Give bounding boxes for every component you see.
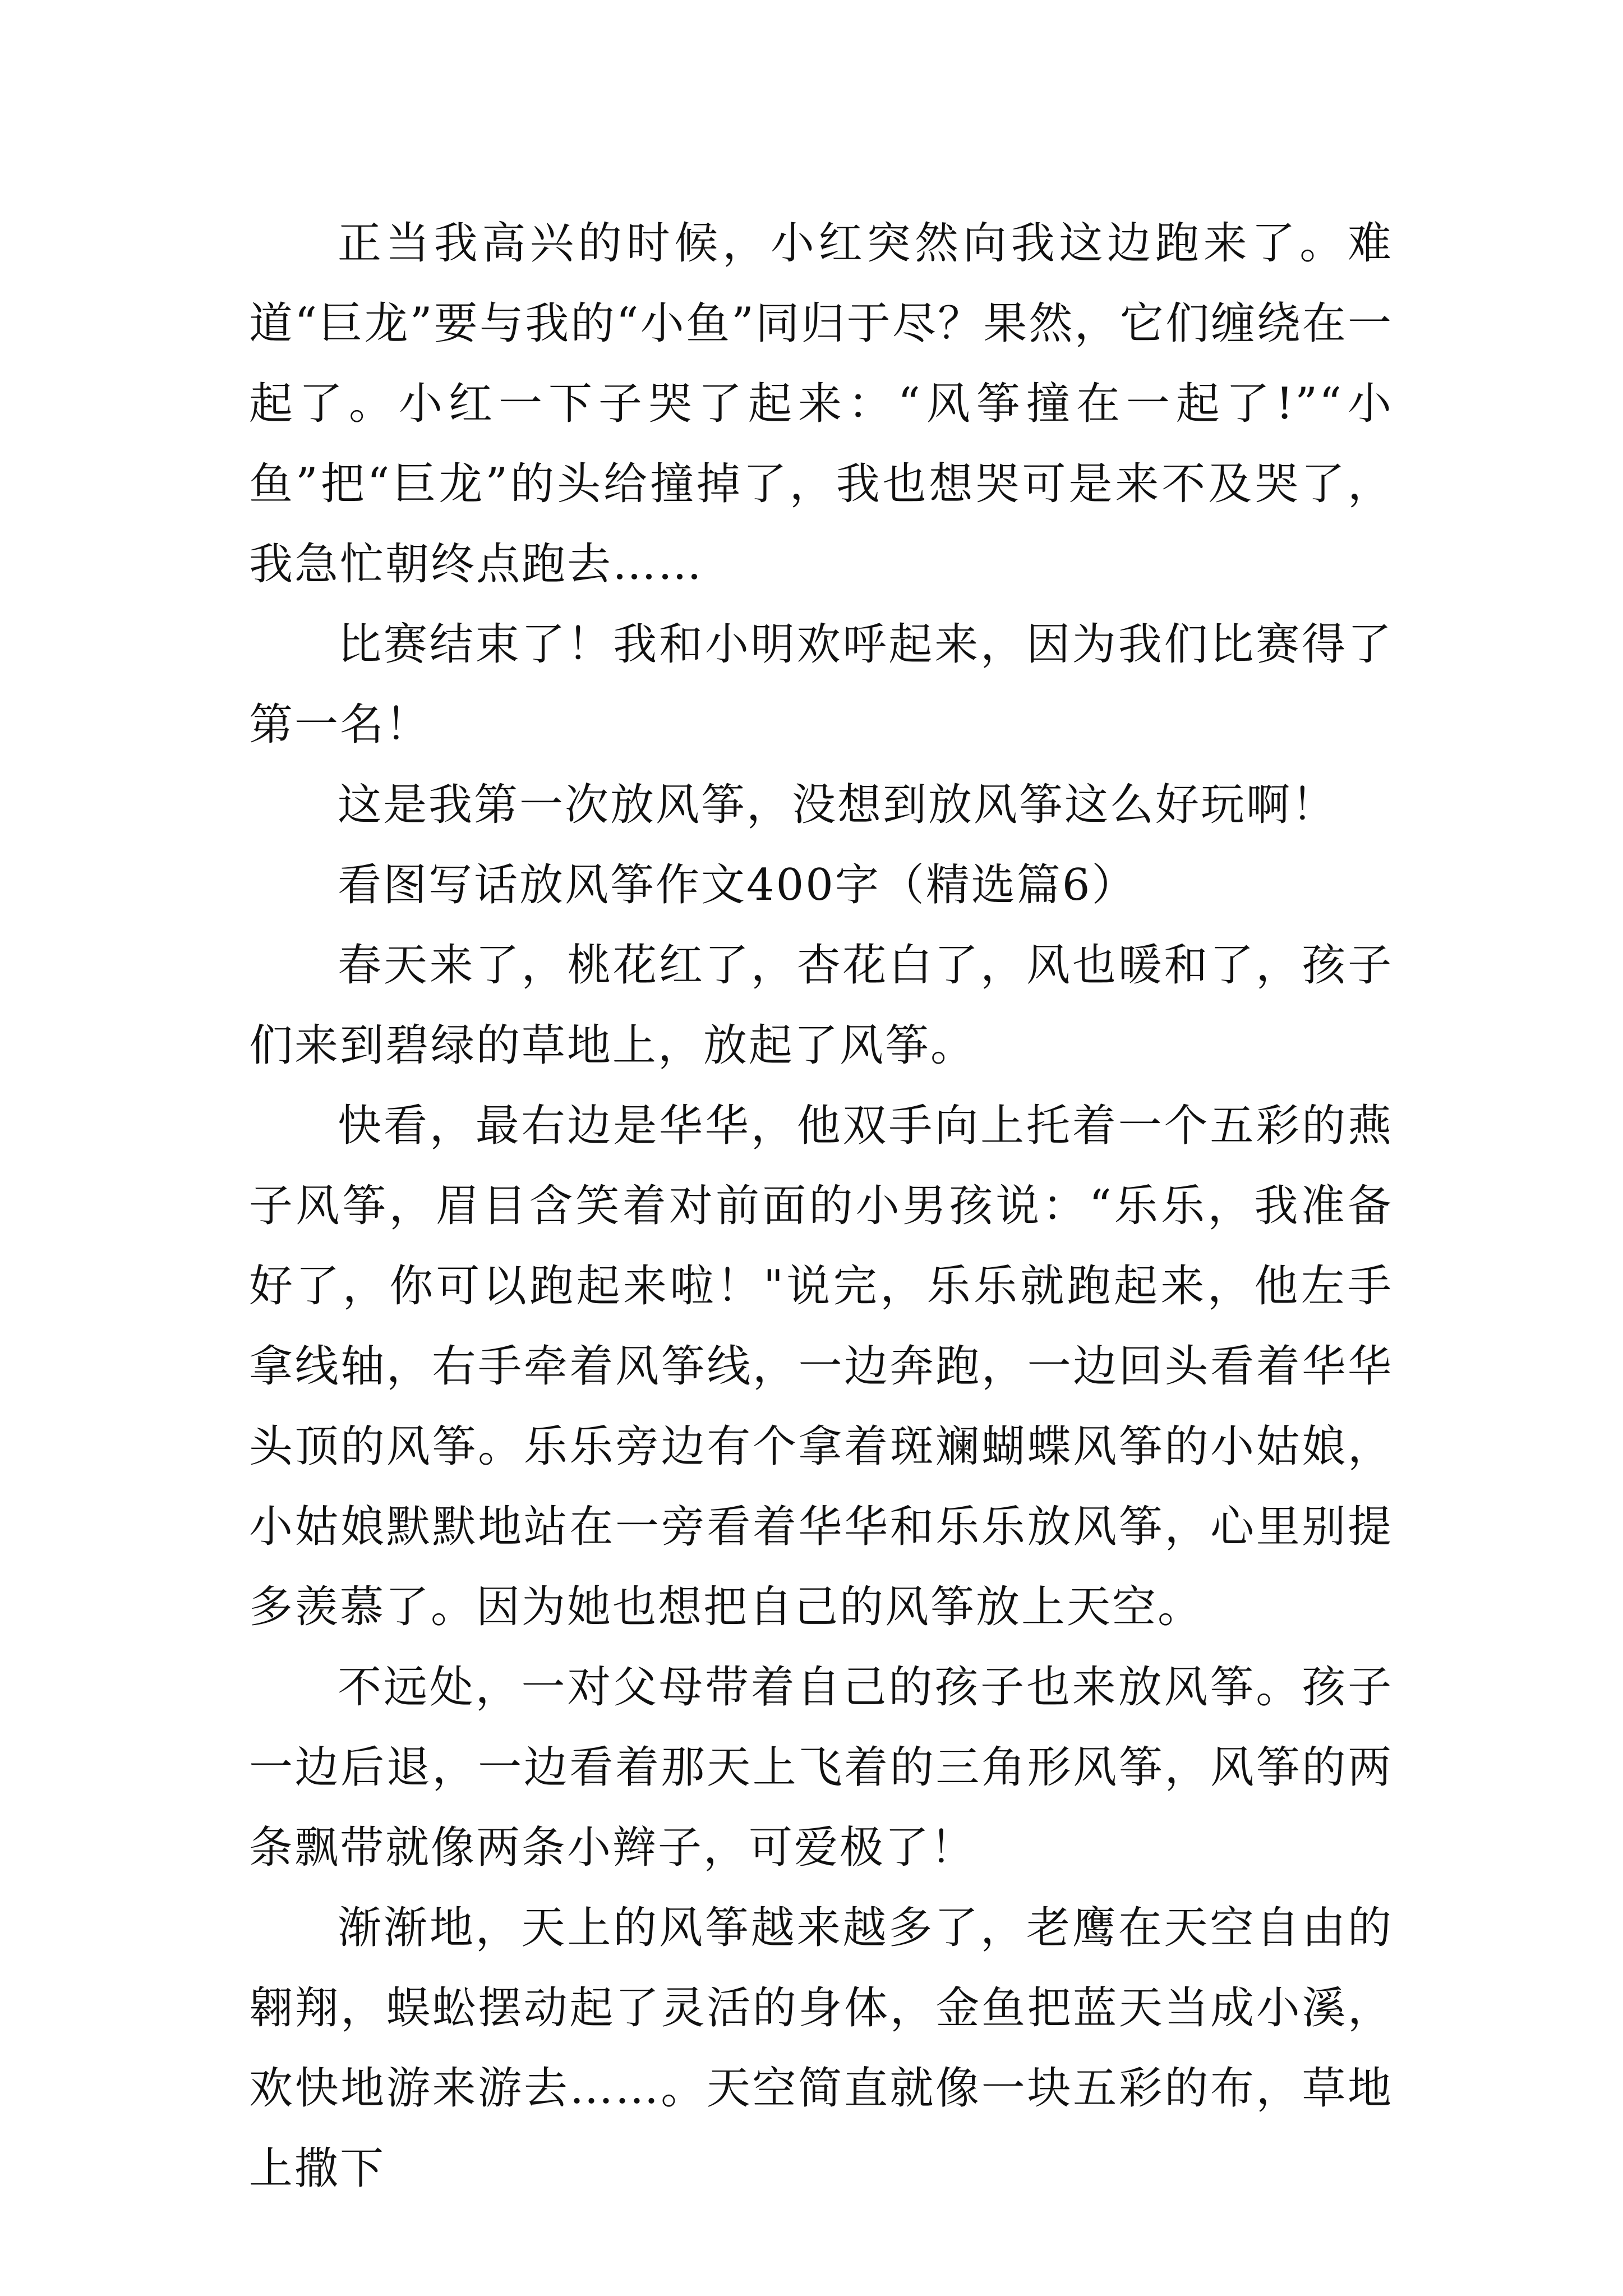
document-body [249, 204, 1393, 2209]
paragraph-family: 不远处，一对父母带着自己的孩子也来放风筝。孩子一边后退，一边看着那天上飞着的三角形风筝，风筝的两条飘带就像两条小辫子，可爱极了！ [249, 1662, 1393, 1873]
paragraph-sky-kites: 渐渐地，天上的风筝越来越多了，老鹰在天空自由的翱翔，蜈蚣摆动起了灵活的身体，金鱼把蓝天当成小溪，欢快地游来游去……。天空简直就像一块五彩的布，草地上撒下 [249, 1903, 1393, 2194]
paragraph-race-result: 比赛结束了！我和小明欢呼起来，因为我们比赛得了第一名！ [249, 619, 1393, 750]
paragraph-spring: 春天来了，桃花红了，杏花白了，风也暖和了，孩子们来到碧绿的草地上，放起了风筝。 [249, 940, 1393, 1071]
paragraph-huahua-lele: 快看，最右边是华华，他双手向上托着一个五彩的燕子风筝，眉目含笑着对前面的小男孩说：“乐乐，我准备好了，你可以跑起来啦！"说完，乐乐就跑起来，他左手拿线轴，右手牵着风筝线，一边奔跑，一边回头看着华华头顶的风筝。乐乐旁边有个拿着斑斓蝴蝶风筝的小姑娘，小姑娘默默地站在一旁看着华华和乐乐放风筝，心里别提多羡慕了。因为她也想把自己的风筝放上天空。 [249, 1101, 1393, 1632]
essay-heading: 看图写话放风筝作文400字（精选篇6） [338, 860, 1137, 910]
paragraph-kite-collision: 正当我高兴的时候，小红突然向我这边跑来了。难道“巨龙”要与我的“小鱼”同归于尽？果然，它们缠绕在一起了。小红一下子哭了起来：“风筝撞在一起了!”“小鱼”把“巨龙”的头给撞掉了，我也想哭可是来不及哭了，我急忙朝终点跑去…… [249, 218, 1393, 590]
paragraph-first-time: 这是我第一次放风筝，没想到放风筝这么好玩啊！ [338, 780, 1338, 830]
